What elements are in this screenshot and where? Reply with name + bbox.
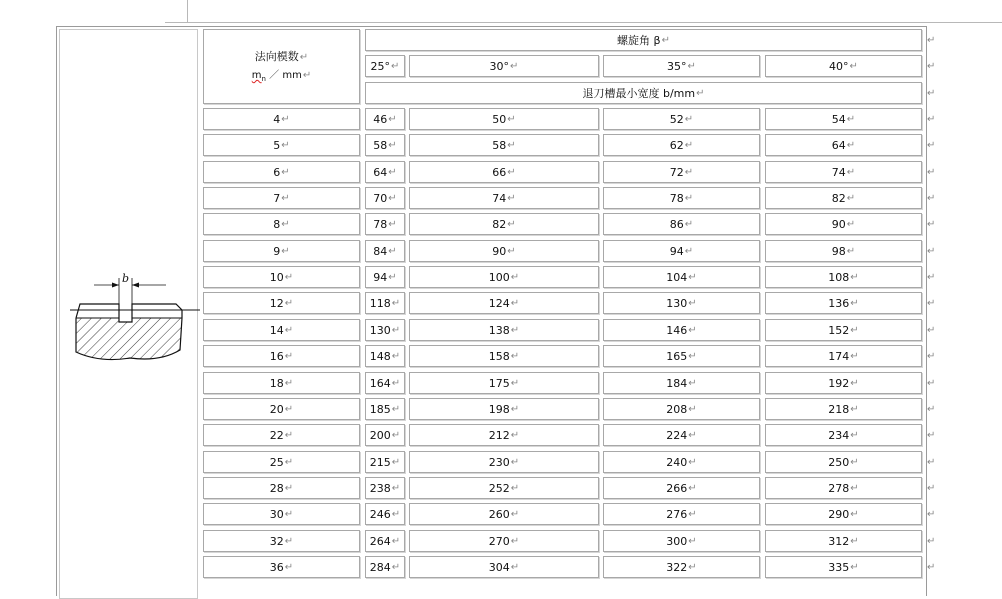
module-value: 6 [273,165,281,179]
width-value: 90 [492,244,507,258]
row-end-mark: ↵ [927,351,936,362]
width-value: 250 [828,455,850,469]
header-min-groove-width-text: 退刀槽最小宽度 b/mm [582,87,696,100]
width-value: 138 [488,323,510,337]
width-value-cell[interactable]: 130 ↵ [365,319,405,341]
width-value-cell[interactable]: 212 ↵ [409,424,599,446]
width-value-cell[interactable]: 100 ↵ [409,266,599,288]
header-helix-angle[interactable]: 螺旋角 β ↵ [365,29,922,51]
module-cell[interactable]: 8 ↵ [203,213,360,235]
module-cell[interactable]: 14 ↵ [203,319,360,341]
module-cell[interactable]: 6 ↵ [203,161,360,183]
width-value-cell[interactable]: 240 ↵ [603,451,760,473]
width-value: 62 [669,138,684,152]
module-cell[interactable]: 20 ↵ [203,398,360,420]
width-value: 276 [666,507,688,521]
width-value-cell[interactable]: 54 ↵ [765,108,922,130]
width-value: 158 [488,349,510,363]
width-value-cell[interactable]: 165 ↵ [603,345,760,367]
width-value: 58 [492,138,507,152]
width-value-cell[interactable]: 192 ↵ [765,372,922,394]
width-value-cell[interactable]: 118 ↵ [365,292,405,314]
width-value: 252 [488,481,510,495]
width-value-cell[interactable]: 164 ↵ [365,372,405,394]
width-value-cell[interactable]: 238 ↵ [365,477,405,499]
width-value: 82 [492,217,507,231]
width-value: 94 [373,270,388,284]
row-end-mark: ↵ [927,114,936,125]
width-value: 54 [831,112,846,126]
width-value: 82 [831,191,846,205]
width-value-cell[interactable]: 64 ↵ [765,134,922,156]
module-value: 5 [273,138,281,152]
width-value: 98 [831,244,846,258]
width-value: 94 [669,244,684,258]
width-value-cell[interactable]: 284 ↵ [365,556,405,578]
width-value: 322 [666,560,688,574]
width-value-cell[interactable]: 208 ↵ [603,398,760,420]
row-end-mark: ↵ [927,325,936,336]
width-value-cell[interactable]: 146 ↵ [603,319,760,341]
width-value-cell[interactable]: 94 ↵ [603,240,760,262]
module-value: 14 [269,323,284,337]
module-value: 36 [269,560,284,574]
width-value-cell[interactable]: 234 ↵ [765,424,922,446]
module-cell[interactable]: 5 ↵ [203,134,360,156]
module-value: 10 [269,270,284,284]
module-value: 16 [269,349,284,363]
width-value: 136 [828,296,850,310]
module-cell[interactable]: 30 ↵ [203,503,360,525]
width-value: 146 [666,323,688,337]
width-value-cell[interactable]: 175 ↵ [409,372,599,394]
dimension-label-b: b [122,272,130,285]
row-end-mark: ↵ [927,140,936,151]
row-end-mark: ↵ [927,562,936,573]
width-value-cell[interactable]: 62 ↵ [603,134,760,156]
width-value: 165 [666,349,688,363]
width-value: 304 [488,560,510,574]
row-end-mark: ↵ [927,298,936,309]
width-value: 104 [666,270,688,284]
width-value-cell[interactable]: 270 ↵ [409,530,599,552]
width-value: 90 [831,217,846,231]
width-value: 52 [669,112,684,126]
groove-drawing [70,270,200,365]
module-value: 7 [273,191,281,205]
width-value-cell[interactable]: 300 ↵ [603,530,760,552]
module-value: 32 [269,534,284,548]
width-value-cell[interactable]: 74 ↵ [409,187,599,209]
width-value: 224 [666,428,688,442]
header-min-groove-width[interactable]: 退刀槽最小宽度 b/mm ↵ [365,82,922,104]
width-value-cell[interactable]: 86 ↵ [603,213,760,235]
width-value-cell[interactable]: 124 ↵ [409,292,599,314]
header-angle-35[interactable]: 35° ↵ [603,55,760,77]
width-value: 184 [666,376,688,390]
width-value: 270 [488,534,510,548]
width-value: 118 [369,296,391,310]
width-value: 148 [369,349,391,363]
row-end-mark: ↵ [927,404,936,415]
width-value: 130 [369,323,391,337]
row-end-mark: ↵ [927,193,936,204]
module-cell[interactable]: 4 ↵ [203,108,360,130]
width-value: 192 [828,376,850,390]
width-value: 175 [488,376,510,390]
width-value-cell[interactable]: 250 ↵ [765,451,922,473]
width-value: 50 [492,112,507,126]
width-value: 46 [373,112,388,126]
header-normal-module[interactable]: 法向模数↵ $m_n$ ／ mm↵ [203,29,360,104]
width-value-cell[interactable]: 148 ↵ [365,345,405,367]
width-value-cell[interactable]: 198 ↵ [409,398,599,420]
module-value: 25 [269,455,284,469]
row-end-mark: ↵ [927,378,936,389]
width-value: 164 [369,376,391,390]
width-value-cell[interactable]: 98 ↵ [765,240,922,262]
width-value-cell[interactable]: 82 ↵ [409,213,599,235]
width-value-cell[interactable]: 184 ↵ [603,372,760,394]
width-value-cell[interactable]: 152 ↵ [765,319,922,341]
width-value: 124 [488,296,510,310]
width-value-cell[interactable]: 185 ↵ [365,398,405,420]
width-value-cell[interactable]: 218 ↵ [765,398,922,420]
module-value: 18 [269,376,284,390]
width-value-cell[interactable]: 82 ↵ [765,187,922,209]
width-value: 84 [373,244,388,258]
width-value: 64 [373,165,388,179]
width-value-cell[interactable]: 58 ↵ [409,134,599,156]
width-value-cell[interactable]: 200 ↵ [365,424,405,446]
header-angle-30[interactable]: 30° ↵ [409,55,599,77]
module-value: 12 [269,296,284,310]
width-value-cell[interactable]: 312 ↵ [765,530,922,552]
header-helix-angle-text: 螺旋角 β [617,34,661,47]
width-value: 240 [666,455,688,469]
width-value-cell[interactable]: 50 ↵ [409,108,599,130]
width-value-cell[interactable]: 266 ↵ [603,477,760,499]
width-value-cell[interactable]: 58 ↵ [365,134,405,156]
width-value-cell[interactable]: 66 ↵ [409,161,599,183]
width-value: 278 [828,481,850,495]
width-value: 260 [488,507,510,521]
module-cell[interactable]: 16 ↵ [203,345,360,367]
header-unit-text: ／ mm [269,70,302,82]
width-value: 64 [831,138,846,152]
width-value: 290 [828,507,850,521]
width-value: 185 [369,402,391,416]
width-value: 58 [373,138,388,152]
module-cell[interactable]: 18 ↵ [203,372,360,394]
module-value: 20 [269,402,284,416]
width-value-cell[interactable]: 158 ↵ [409,345,599,367]
width-value-cell[interactable]: 52 ↵ [603,108,760,130]
width-value-cell[interactable]: 70 ↵ [365,187,405,209]
module-cell[interactable]: 36 ↵ [203,556,360,578]
header-normal-module-text: 法向模数 [254,50,299,64]
width-value: 74 [492,191,507,205]
width-value-cell[interactable]: 130 ↵ [603,292,760,314]
module-value: 30 [269,507,284,521]
width-value: 238 [369,481,391,495]
width-value-cell[interactable]: 276 ↵ [603,503,760,525]
module-cell[interactable]: 25 ↵ [203,451,360,473]
width-value-cell[interactable]: 138 ↵ [409,319,599,341]
width-value: 108 [828,270,850,284]
page-edge-top [165,22,1002,23]
width-value-cell[interactable]: 230 ↵ [409,451,599,473]
width-value-cell[interactable]: 84 ↵ [365,240,405,262]
page-edge-vertical [187,0,188,22]
header-angle-25[interactable]: 25° ↵ [365,55,405,77]
width-value-cell[interactable]: 174 ↵ [765,345,922,367]
row-end-mark: ↵ [927,457,936,468]
width-value-cell[interactable]: 72 ↵ [603,161,760,183]
module-cell[interactable]: 7 ↵ [203,187,360,209]
module-value: 28 [269,481,284,495]
width-value: 72 [669,165,684,179]
width-value-cell[interactable]: 90 ↵ [765,213,922,235]
width-value-cell[interactable]: 335 ↵ [765,556,922,578]
width-value-cell[interactable]: 264 ↵ [365,530,405,552]
width-value: 78 [373,217,388,231]
module-cell[interactable]: 9 ↵ [203,240,360,262]
width-value-cell[interactable]: 260 ↵ [409,503,599,525]
width-value: 78 [669,191,684,205]
row-end-mark: ↵ [927,509,936,520]
row-end-mark: ↵ [927,246,936,257]
width-value: 174 [828,349,850,363]
width-value: 66 [492,165,507,179]
row-end-mark: ↵ [927,167,936,178]
width-value-cell[interactable]: 224 ↵ [603,424,760,446]
width-value: 212 [488,428,510,442]
width-value: 215 [369,455,391,469]
width-value-cell[interactable]: 74 ↵ [765,161,922,183]
width-value-cell[interactable]: 278 ↵ [765,477,922,499]
width-value-cell[interactable]: 64 ↵ [365,161,405,183]
module-value: 8 [273,217,281,231]
module-cell[interactable]: 22 ↵ [203,424,360,446]
row-end-mark: ↵ [927,35,936,46]
width-value-cell[interactable]: 90 ↵ [409,240,599,262]
width-value-cell[interactable]: 94 ↵ [365,266,405,288]
module-cell[interactable]: 10 ↵ [203,266,360,288]
module-cell[interactable]: 28 ↵ [203,477,360,499]
width-value: 335 [828,560,850,574]
width-value: 230 [488,455,510,469]
width-value: 208 [666,402,688,416]
module-value: 4 [273,112,281,126]
width-value: 300 [666,534,688,548]
width-value: 198 [488,402,510,416]
module-value: 22 [269,428,284,442]
width-value-cell[interactable]: 104 ↵ [603,266,760,288]
width-value: 284 [369,560,391,574]
width-value: 312 [828,534,850,548]
row-end-mark: ↵ [927,61,936,72]
header-unit-m: $m_n$ [251,70,266,84]
width-value: 86 [669,217,684,231]
row-end-mark: ↵ [927,483,936,494]
width-value-cell[interactable]: 78 ↵ [365,213,405,235]
module-cell[interactable]: 32 ↵ [203,530,360,552]
width-value: 152 [828,323,850,337]
width-value: 100 [488,270,510,284]
width-value-cell[interactable]: 304 ↵ [409,556,599,578]
width-value-cell[interactable]: 246 ↵ [365,503,405,525]
width-value-cell[interactable]: 108 ↵ [765,266,922,288]
width-value: 218 [828,402,850,416]
width-value: 74 [831,165,846,179]
width-value-cell[interactable]: 252 ↵ [409,477,599,499]
row-end-mark: ↵ [927,88,936,99]
width-value-cell[interactable]: 322 ↵ [603,556,760,578]
width-value-cell[interactable]: 46 ↵ [365,108,405,130]
width-value: 266 [666,481,688,495]
width-value: 246 [369,507,391,521]
width-value: 200 [369,428,391,442]
module-cell[interactable]: 12 ↵ [203,292,360,314]
width-value-cell[interactable]: 78 ↵ [603,187,760,209]
width-value: 264 [369,534,391,548]
width-value-cell[interactable]: 290 ↵ [765,503,922,525]
width-value: 234 [828,428,850,442]
row-end-mark: ↵ [927,219,936,230]
width-value: 130 [666,296,688,310]
module-value: 9 [273,244,281,258]
width-value-cell[interactable]: 136 ↵ [765,292,922,314]
row-end-mark: ↵ [927,430,936,441]
header-angle-40[interactable]: 40° ↵ [765,55,922,77]
row-end-mark: ↵ [927,536,936,547]
width-value: 70 [373,191,388,205]
width-value-cell[interactable]: 215 ↵ [365,451,405,473]
row-end-mark: ↵ [927,272,936,283]
